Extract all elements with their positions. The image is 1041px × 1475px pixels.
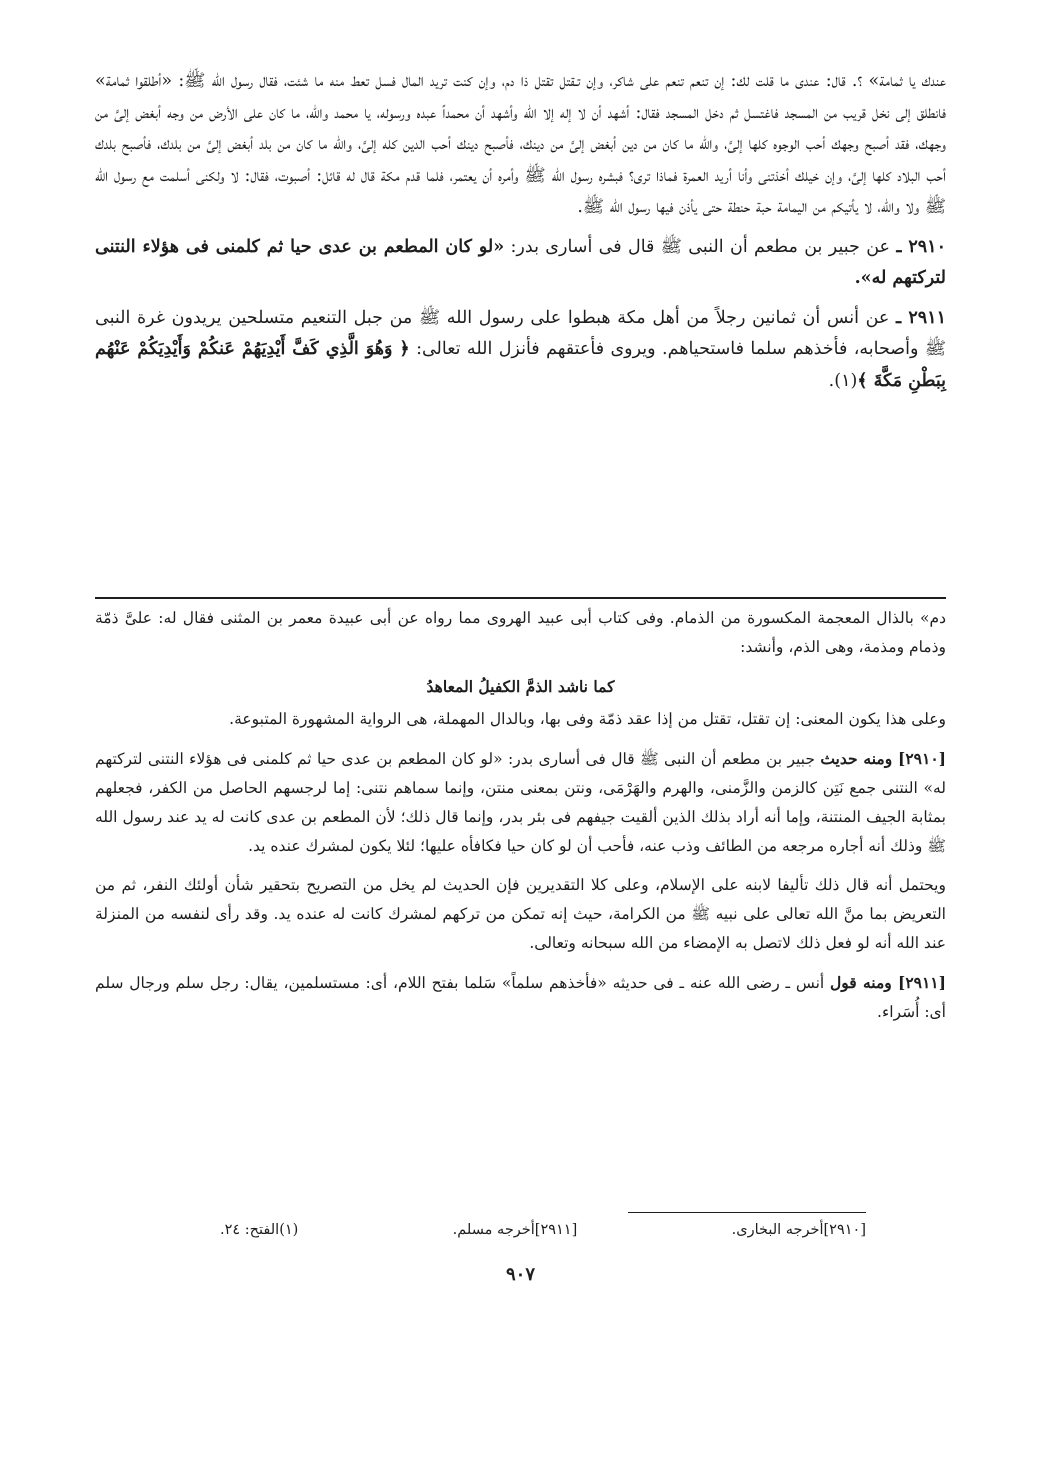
hadith-2910 — [95, 232, 946, 295]
commentary — [95, 604, 946, 1037]
commentary-divider — [95, 597, 946, 599]
paragraph-thumama-story — [95, 66, 946, 224]
footnote-2910: [٢٩١٠]أخرجه البخارى. — [731, 1222, 866, 1238]
footnote-1: (١)الفتح: ٢٤. — [220, 1222, 299, 1238]
hadith-text: عن أنس أن ثمانين رجلاً من أهل مكة هبطوا على رسول الله ﷺ من جبل التنعيم متسلحين يريدون غرة النبى ﷺ وأصحابه، فأخذهم سلما فاستحياهم. ويروى فأعتقهم فأنزل الله تعالى: — [95, 307, 946, 359]
quran-verse: ﴿ وَهُوَ الَّذِي كَفَّ أَيْدِيَهُمْ عَنكُمْ وَأَيْدِيَكُمْ عَنْهُم بِبَطْنِ مَكَّةَ ﴾ — [95, 339, 946, 391]
poetry-verse-text: كما ناشد الذمَّ الكفيلُ المعاهدُ — [426, 677, 615, 696]
commentary-heading: [٢٩١١] ومنه قول — [830, 973, 946, 992]
thumama-story-text: عندك يا ثمامة» ؟. قال: عندى ما قلت لك: إن تنعم تنعم على شاكر، وإن تـقتل تقتل ذا دم، وإن كنت تريد المال فسل تعط منه ما شئت، فقال رسول الله ﷺ: «أطلقوا ثمامة» فانطلق إلى نخل قريب من المسجد فاغتسل ثم دخل المسجد فقال: أشهد أن لا إله إلا الله وأشهد أن محمداً عبده ورسوله، يا محمد والله، ما كان على الأرض من وجه أبغض إلىَّ من وجهك، فقد أصبح وجهك أحب الوجوه كلها إلىَّ، والله ما كان من دين أبغض إلىَّ من دينك، فأصبح دينك أحب الدين كله إلىَّ، والله ما كان من بلد أبغض إلىَّ من بلدك، فأصبح بلدك أحب البلاد كلها إلىَّ، وإن خيلك أخذتنى وأنا أريد العمرة فماذا ترى؟ فبشره رسول الله ﷺ وأمره أن يعتمر، فلما قدم مكة قال له قائل: أصبوت، فقال: لا ولكنى أسلمت مع رسول الله ﷺ ولا والله، لا يأتيكم من اليمامة حبة حنطة حتى يأذن فيها رسول الله ﷺ. — [95, 71, 946, 217]
poetry-verse — [95, 672, 946, 701]
commentary-paragraph — [95, 871, 946, 958]
commentary-text: وعلى هذا يكون المعنى: إن تقتل، تقتل من إذا عقد ذمّة وفى بها، وبالدال المهملة، هى الرواية المشهورة المتبوعة. — [229, 710, 946, 728]
commentary-text: أنس ـ رضى الله عنه ـ فى حديثه «فأخذهم سلماً» سَلما بفتح اللام، أى: مستسلمين، يقال: رجل سلم ورجال سلم أى: أُسَراء. — [95, 974, 946, 1021]
commentary-paragraph-2910 — [95, 744, 946, 861]
hadith-number: ٢٩١٠ ـ — [896, 236, 946, 257]
footnote-ref: (١). — [828, 370, 858, 391]
commentary-text: دم» بالذال المعجمة المكسورة من الذمام. وفى كتاب أبى عبيد الهروى مما رواه عن أبى عبيدة معمر بن المثنى فقال له: علىَّ ذمّة وذمام ومذمة، وهى الذم، وأنشد: — [95, 609, 946, 656]
commentary-paragraph — [95, 705, 946, 734]
commentary-text: جبير بن مطعم أن النبى ﷺ قال فى أسارى بدر: «لو كان المطعم بن عدى حيا ثم كلمنى فى هؤلاء النتنى لتركتهم له» النتنى جمع نَتِن كالزمن والزَّمنى، والهرم والهَرْمَى، ونتن بمعنى منتن، وإنما سماهم نتنى: إما لرجسهم الحاصل من الكفر، فجعلهم بمثابة الجيف المنتنة، وإما أنه أراد بذلك الذين ألقيت جيفهم فى بئر بدر، وإنما قال ذلك؛ لأن المطعم بن عدى كانت له يد عند رسول الله ﷺ وذلك أنه أجاره مرجعه من الطائف وذب عنه، فأحب أن لو كان حيا فكافأه عليها؛ لئلا يكون لمشرك عنده يد. — [95, 750, 946, 855]
page-number: ٩٠٧ — [505, 1264, 535, 1285]
footnote-2911: [٢٩١١]أخرجه مسلم. — [452, 1222, 578, 1238]
main-text — [95, 66, 946, 405]
footnote-divider — [628, 1212, 866, 1213]
hadith-quote: «لو كان المطعم بن عدى حيا ثم كلمنى فى هؤلاء النتنى لتركتهم له». — [95, 236, 946, 288]
commentary-heading: [٢٩١٠] ومنه حديث — [820, 749, 947, 768]
hadith-number: ٢٩١١ ـ — [896, 307, 946, 328]
hadith-lead: عن جبير بن مطعم أن النبى ﷺ قال فى أسارى بدر: — [510, 236, 890, 257]
commentary-paragraph-2911 — [95, 968, 946, 1027]
commentary-text: ويحتمل أنه قال ذلك تأليفا لابنه على الإسلام، وعلى كلا التقديرين فإن الحديث لم يخل من التصريح بتحقير شأن أولئك النفر، ثم من التعريض بما منَّ الله تعالى على نبيه ﷺ من الكرامة، حيث إنه تمكن من تركهم لمشرك كانت له عنده يد. وقد رأى لنفسه من المنزلة عند الله أنه لو فعل ذلك لاتصل به الإمضاء من الله سبحانه وتعالى. — [95, 876, 946, 952]
footnotes — [220, 1218, 866, 1242]
hadith-2911 — [95, 303, 946, 398]
commentary-paragraph — [95, 604, 946, 662]
